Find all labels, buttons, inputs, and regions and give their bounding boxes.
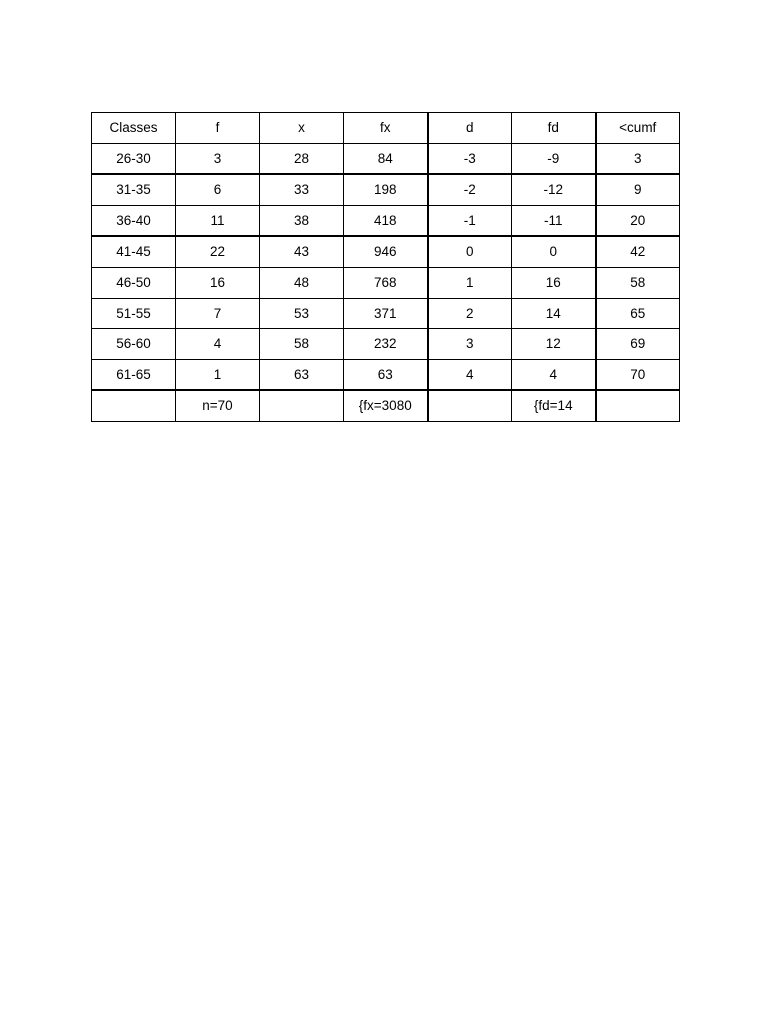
table-cell: 51-55 (92, 298, 176, 329)
totals-cell (428, 390, 512, 421)
table-cell: 16 (512, 267, 596, 298)
table-cell: 33 (260, 174, 344, 205)
table-row (92, 143, 680, 174)
table-cell: 61-65 (92, 359, 176, 390)
table-cell: -2 (428, 174, 512, 205)
table-cell: 0 (512, 236, 596, 267)
table-cell: 20 (596, 205, 680, 236)
table-cell: 232 (344, 329, 428, 360)
table-cell: -3 (428, 143, 512, 174)
table-row (92, 236, 680, 267)
table-cell: 65 (596, 298, 680, 329)
table-cell: 63 (260, 359, 344, 390)
table-cell: 4 (428, 359, 512, 390)
table-cell: 3 (428, 329, 512, 360)
table-cell: 31-35 (92, 174, 176, 205)
table-cell: 9 (596, 174, 680, 205)
table-cell: 198 (344, 174, 428, 205)
table-cell: 946 (344, 236, 428, 267)
table-row (92, 298, 680, 329)
header-cell: <cumf (596, 113, 680, 144)
table-cell: 3 (176, 143, 260, 174)
header-cell: f (176, 113, 260, 144)
table-cell: 4 (512, 359, 596, 390)
table-cell: 84 (344, 143, 428, 174)
table-cell: 63 (344, 359, 428, 390)
table-cell: 371 (344, 298, 428, 329)
header-cell: x (260, 113, 344, 144)
table-cell: 2 (428, 298, 512, 329)
table-cell: -11 (512, 205, 596, 236)
totals-row (92, 390, 680, 421)
table-row (92, 205, 680, 236)
table-cell: 16 (176, 267, 260, 298)
totals-cell (92, 390, 176, 421)
totals-cell: n=70 (176, 390, 260, 421)
table-cell: 22 (176, 236, 260, 267)
totals-cell (596, 390, 680, 421)
frequency-distribution-table (91, 112, 680, 422)
totals-cell (260, 390, 344, 421)
table-cell: 43 (260, 236, 344, 267)
header-cell: d (428, 113, 512, 144)
table-cell: 28 (260, 143, 344, 174)
table-cell: 36-40 (92, 205, 176, 236)
table-cell: 26-30 (92, 143, 176, 174)
table-row (92, 267, 680, 298)
totals-cell: {fx=3080 (344, 390, 428, 421)
table-cell: 58 (260, 329, 344, 360)
table-cell: 7 (176, 298, 260, 329)
table-cell: 41-45 (92, 236, 176, 267)
table-cell: 14 (512, 298, 596, 329)
table-header-row (92, 113, 680, 144)
table-row (92, 174, 680, 205)
table-cell: 768 (344, 267, 428, 298)
table-row (92, 329, 680, 360)
table-row (92, 359, 680, 390)
table-cell: 46-50 (92, 267, 176, 298)
table-cell: -1 (428, 205, 512, 236)
table-cell: 11 (176, 205, 260, 236)
table-cell: 6 (176, 174, 260, 205)
table-cell: 42 (596, 236, 680, 267)
table-cell: 1 (428, 267, 512, 298)
table-cell: 56-60 (92, 329, 176, 360)
table-cell: 418 (344, 205, 428, 236)
totals-cell: {fd=14 (512, 390, 596, 421)
header-cell: Classes (92, 113, 176, 144)
table-cell: 4 (176, 329, 260, 360)
table-cell: 12 (512, 329, 596, 360)
table-cell: 48 (260, 267, 344, 298)
table-cell: 58 (596, 267, 680, 298)
table-cell: 70 (596, 359, 680, 390)
header-cell: fx (344, 113, 428, 144)
table-cell: -12 (512, 174, 596, 205)
table-cell: 3 (596, 143, 680, 174)
table-cell: 1 (176, 359, 260, 390)
table-cell: -9 (512, 143, 596, 174)
table-cell: 69 (596, 329, 680, 360)
table-cell: 38 (260, 205, 344, 236)
table-cell: 0 (428, 236, 512, 267)
table-cell: 53 (260, 298, 344, 329)
header-cell: fd (512, 113, 596, 144)
